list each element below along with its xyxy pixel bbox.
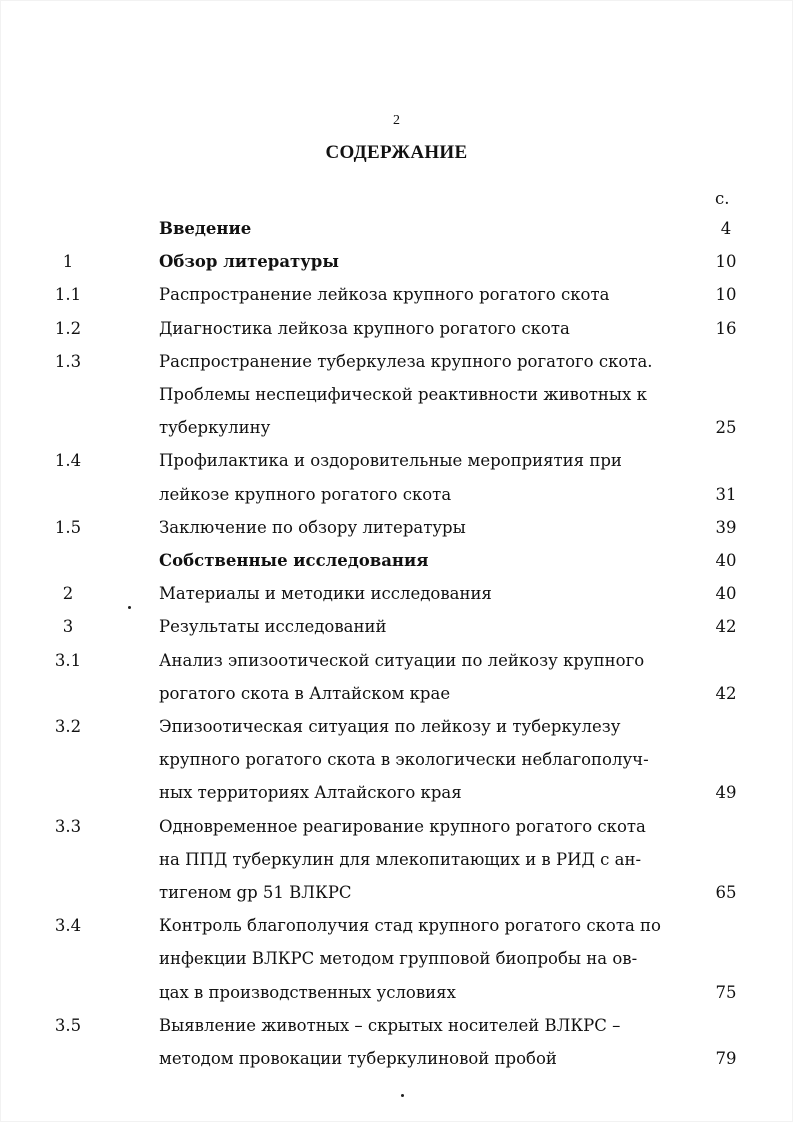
- toc-line: [0, 418, 793, 442]
- toc-entry-number: 1.1: [54, 285, 82, 305]
- toc-entry-text: Распространение лейкоза крупного рогатого скота: [159, 285, 610, 305]
- page-number: 2: [393, 113, 400, 128]
- toc-entry-text: методом провокации туберкулиновой пробой: [159, 1049, 557, 1068]
- toc-entry-number: 1.4: [54, 451, 82, 471]
- toc-line: [0, 817, 793, 841]
- page-column-header: с.: [715, 189, 730, 208]
- toc-line: [0, 916, 793, 940]
- toc-entry-text: Эпизоотическая ситуация по лейкозу и туберкулезу: [159, 717, 621, 736]
- toc-entry-text: Заключение по обзору литературы: [159, 517, 466, 537]
- toc-entry-page: 39: [715, 517, 737, 537]
- toc-entry-text: туберкулину: [159, 418, 271, 438]
- toc-line: [0, 219, 793, 243]
- toc-entry-text: Профилактика и оздоровительные мероприятия при: [159, 451, 622, 471]
- toc-entry-number: 1.2: [54, 318, 82, 338]
- toc-line: [0, 285, 793, 309]
- scan-speck: [401, 1094, 404, 1097]
- toc-line: [0, 783, 793, 807]
- toc-line: [0, 949, 793, 973]
- toc-line: [0, 750, 793, 774]
- toc-entry-page: 40: [715, 584, 737, 604]
- toc-entry-number: 3.4: [54, 916, 82, 936]
- toc-entry-number: 1: [62, 252, 74, 272]
- toc-entry-text: инфекции ВЛКРС методом групповой биопробы на ов-: [159, 949, 638, 969]
- toc-entry-text: цах в производственных условиях: [159, 982, 456, 1002]
- toc-line: [0, 451, 793, 475]
- toc-line: [0, 850, 793, 874]
- toc-entry-page: 42: [715, 683, 737, 703]
- toc-entry-text: ных территориях Алтайского края: [159, 783, 462, 803]
- toc-line: [0, 684, 793, 708]
- toc-entry-text: Обзор литературы: [159, 252, 339, 272]
- toc-entry-text: Материалы и методики исследования: [159, 584, 492, 604]
- toc-line: [0, 252, 793, 276]
- toc-line: [0, 1016, 793, 1040]
- toc-entry-text: Распространение туберкулеза крупного рогатого скота.: [159, 351, 653, 371]
- toc-entry-page: 16: [715, 318, 737, 338]
- toc-entry-text: Введение: [159, 219, 252, 238]
- toc-entry-number: 3.3: [54, 816, 82, 836]
- toc-line: [0, 983, 793, 1007]
- toc-entry-number: 3.5: [54, 1015, 82, 1035]
- toc-entry-text: Проблемы неспецифической реактивности животных к: [159, 385, 647, 404]
- toc-entry-page: 4: [720, 219, 732, 238]
- document-title: СОДЕРЖАНИЕ: [325, 142, 468, 163]
- toc-entry-number: 3.1: [54, 650, 82, 670]
- toc-entry-text: на ППД туберкулин для млекопитающих и в РИД с ан-: [159, 849, 642, 869]
- toc-entry-text: Анализ эпизоотической ситуации по лейкозу крупного: [159, 650, 645, 670]
- toc-line: [0, 883, 793, 907]
- toc-line: [0, 584, 793, 608]
- toc-entry-text: Одновременное реагирование крупного рогатого скота: [159, 816, 646, 836]
- toc-entry-page: 42: [715, 617, 737, 637]
- toc-entry-text: Собственные исследования: [159, 551, 429, 570]
- toc-line: [0, 319, 793, 343]
- toc-entry-text: тигеном gp 51 ВЛКРС: [159, 883, 352, 902]
- toc-line: [0, 385, 793, 409]
- toc-entry-page: 25: [715, 418, 737, 438]
- toc-entry-page: 75: [715, 982, 737, 1002]
- toc-entry-number: 2: [62, 584, 74, 604]
- scan-speck: [128, 606, 131, 609]
- toc-entry-number: 3.2: [54, 717, 82, 736]
- toc-entry-text: Контроль благополучия стад крупного рогатого скота по: [159, 916, 661, 936]
- toc-entry-page: 40: [715, 551, 737, 570]
- toc-line: [0, 485, 793, 509]
- toc-entry-page: 79: [715, 1049, 737, 1068]
- toc-entry-text: Диагностика лейкоза крупного рогатого скота: [159, 318, 570, 338]
- toc-entry-text: Выявление животных – скрытых носителей ВЛКРС –: [159, 1015, 621, 1035]
- toc-entry-page: 10: [715, 252, 737, 272]
- toc-line: [0, 651, 793, 675]
- toc-entry-text: рогатого скота в Алтайском крае: [159, 683, 451, 703]
- toc-line: [0, 352, 793, 376]
- toc-line: [0, 1049, 793, 1073]
- toc-line: [0, 717, 793, 741]
- toc-entry-text: крупного рогатого скота в экологически неблагополуч-: [159, 750, 649, 770]
- toc-line: [0, 518, 793, 542]
- toc-entry-number: 1.3: [54, 351, 82, 371]
- toc-entry-page: 10: [715, 285, 737, 305]
- toc-entry-page: 31: [715, 484, 737, 504]
- toc-entry-text: Результаты исследований: [159, 617, 387, 637]
- toc-entry-text: лейкозе крупного рогатого скота: [159, 484, 452, 504]
- toc-line: [0, 551, 793, 575]
- toc-entry-number: 1.5: [54, 517, 82, 537]
- toc-entry-page: 65: [715, 883, 737, 902]
- toc-line: [0, 617, 793, 641]
- toc-entry-page: 49: [715, 783, 737, 803]
- toc-entry-number: 3: [62, 617, 74, 637]
